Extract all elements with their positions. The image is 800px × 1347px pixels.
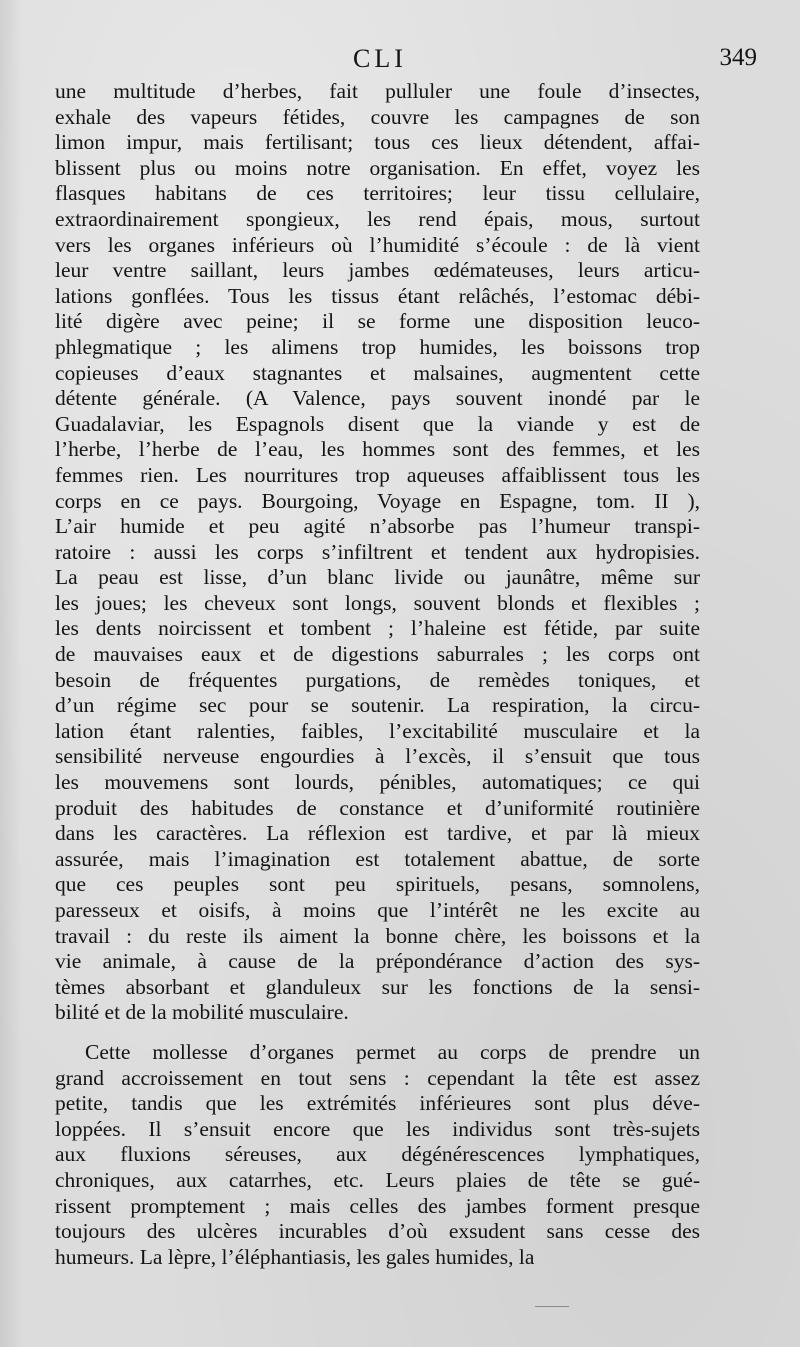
text-line: blissent plus ou moins notre organisation. En effet, voyez les xyxy=(55,155,700,180)
text-line: limon impur, mais fertilisant; tous ces lieux détendent, affai- xyxy=(55,130,700,155)
footer-rule xyxy=(535,1306,569,1307)
text-line: sensibilité nerveuse engourdies à l’excès, il s’ensuit que tous xyxy=(55,744,700,769)
paragraph xyxy=(55,79,700,1026)
text-line: l’herbe, l’herbe de l’eau, les hommes sont des femmes, et les xyxy=(55,437,700,462)
text-line: les mouvemens sont lourds, pénibles, automatiques; ce qui xyxy=(55,770,700,795)
text-line: d’un régime sec pour se soutenir. La respiration, la circu- xyxy=(55,693,700,718)
text-line: paresseux et oisifs, à moins que l’intérêt ne les excite au xyxy=(55,898,700,922)
text-line: lation étant ralenties, faibles, l’excitabilité musculaire et la xyxy=(55,718,700,743)
section-mark: CLI xyxy=(353,44,407,73)
text-line: tèmes absorbant et glanduleux sur les fonctions de la sensi- xyxy=(55,974,700,999)
text-line: vers les organes inférieurs où l’humidité s’écoule : de là vient xyxy=(55,232,700,257)
text-line: lations gonflées. Tous les tissus étant relâchés, l’estomac débi- xyxy=(55,283,700,308)
text-line: grand accroissement en tout sens : cependant la tête est assez xyxy=(55,1065,700,1090)
text-line: loppées. Il s’ensuit encore que les individus sont très-sujets xyxy=(55,1116,700,1141)
text-line: humeurs. La lèpre, l’éléphantiasis, les gales humides, la xyxy=(55,1244,535,1269)
text-line: flasques habitans de ces territoires; leur tissu cellulaire, xyxy=(55,181,700,206)
text-line: de mauvaises eaux et de digestions saburrales ; les corps ont xyxy=(55,642,700,667)
text-line: dans les caractères. La réflexion est tardive, et par là mieux xyxy=(55,821,700,846)
text-line: produit des habitudes de constance et d’uniformité routinière xyxy=(55,795,700,820)
paragraph xyxy=(55,1040,700,1270)
page-edge-shadow xyxy=(0,0,22,1347)
text-line: chroniques, aux catarrhes, etc. Leurs plaies de tête se gué- xyxy=(55,1167,700,1192)
page-number: 349 xyxy=(719,44,757,71)
body-text xyxy=(55,79,700,1270)
text-line: petite, tandis que les extrémités inférieures sont plus déve- xyxy=(55,1091,700,1116)
text-line: assurée, mais l’imagination est totalement abattue, de sorte xyxy=(55,846,700,871)
text-line: ratoire : aussi les corps s’infiltrent et tendent aux hydropisies. xyxy=(55,539,700,564)
text-line: les dents noircissent et tombent ; l’haleine est fétide, par suite xyxy=(55,616,700,641)
text-line: détente générale. (A Valence, pays souvent inondé par le xyxy=(55,386,700,411)
text-line: copieuses d’eaux stagnantes et malsaines, augmentent cette xyxy=(55,360,700,385)
text-line: exhale des vapeurs fétides, couvre les campagnes de son xyxy=(55,104,700,129)
text-line: lité digère avec peine; il se forme une disposition leuco- xyxy=(55,309,700,334)
text-line: phlegmatique ; les alimens trop humides, les boissons trop xyxy=(55,334,700,359)
text-line: Cette mollesse d’organes permet au corps de prendre un xyxy=(85,1039,700,1064)
text-line: besoin de fréquentes purgations, de remèdes toniques, et xyxy=(55,667,700,692)
running-head xyxy=(55,44,757,78)
text-line: corps en ce pays. Bourgoing, Voyage en Espagne, tom. II ), xyxy=(55,488,700,513)
text-line: La peau est lisse, d’un blanc livide ou jaunâtre, même sur xyxy=(55,565,700,590)
text-line: toujours des ulcères incurables d’où exsudent sans cesse des xyxy=(55,1219,700,1244)
text-line: leur ventre saillant, leurs jambes œdémateuses, leurs articu- xyxy=(55,258,700,283)
text-line: les joues; les cheveux sont longs, souvent blonds et flexibles ; xyxy=(55,590,700,615)
text-line: que ces peuples sont peu spirituels, pesans, somnolens, xyxy=(55,872,700,897)
text-line: bilité et de la mobilité musculaire. xyxy=(55,1000,349,1025)
text-line: aux fluxions séreuses, aux dégénérescences lymphatiques, xyxy=(55,1142,700,1167)
text-line: extraordinairement spongieux, les rend épais, mous, surtout xyxy=(55,206,700,231)
text-line: L’air humide et peu agité n’absorbe pas l’humeur transpi- xyxy=(55,514,700,539)
text-line: rissent promptement ; mais celles des jambes forment presque xyxy=(55,1193,700,1218)
text-line: travail : du reste ils aiment la bonne chère, les boissons et la xyxy=(55,923,700,948)
text-line: femmes rien. Les nourritures trop aqueuses affaiblissent tous les xyxy=(55,462,700,487)
text-line: une multitude d’herbes, fait pulluler une foule d’insectes, xyxy=(55,79,700,103)
text-line: vie animale, à cause de la prépondérance d’action des sys- xyxy=(55,949,700,974)
text-line: Guadalaviar, les Espagnols disent que la viande y est de xyxy=(55,411,700,436)
